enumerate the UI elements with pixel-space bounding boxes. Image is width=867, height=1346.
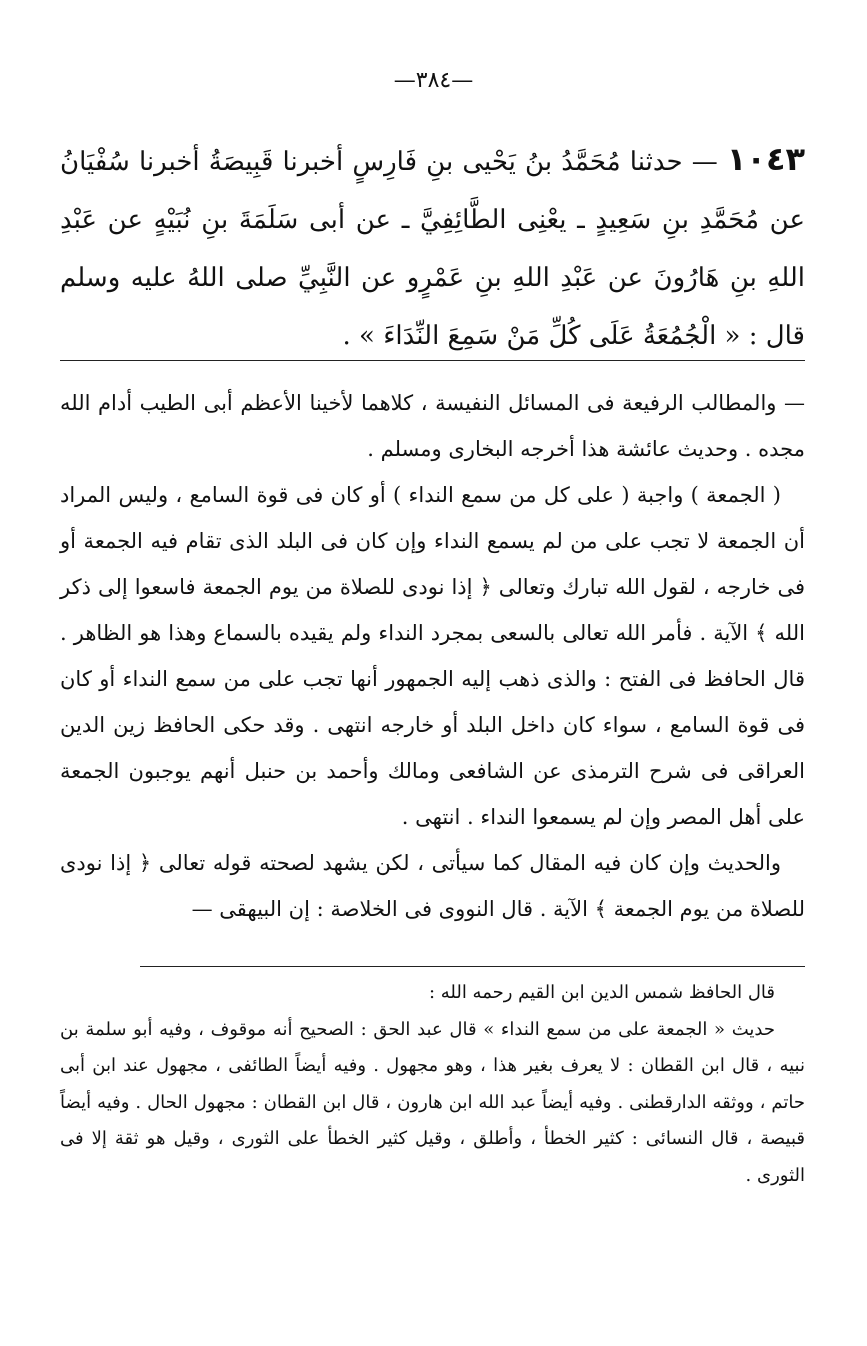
commentary-paragraph-3: والحديث وإن كان فيه المقال كما سيأتى ، لكن يشهد لصحته قوله تعالى ﴿ إذا نودى للصلاة من يوم الجمعة ﴾ الآية . قال النووى فى الخلاصة : إن البيهقى — [60,851,805,921]
hadith-text [60,130,805,365]
page-number: —٣٨٤— [393,68,474,93]
footnote-notes [60,975,805,1194]
commentary [60,380,805,932]
commentary-paragraph-1: — والمطالب الرفيعة فى المسائل النفيسة ، كلاهما لأخينا الأعظم أبى الطيب أدام الله مجده . وحديث عائشة هذا أخرجه البخارى ومسلم . [60,391,805,461]
section-divider [60,360,805,361]
commentary-paragraph-2: ( الجمعة ) واجبة ( على كل من سمع النداء ) أو كان فى قوة السامع ، وليس المراد أن الجمعة لا تجب على من لم يسمع النداء وإن كان فى البلد الذى تقام فيه الجمعة أو فى خارجه ، لقول الله تبارك وتعالى ﴿ إذا نودى للصلاة من يوم الجمعة فاسعوا إلى ذكر الله ﴾ الآية . فأمر الله تعالى بالسعى بمجرد النداء ولم يقيده بالسماع وهذا هو الظاهر . قال الحافظ فى الفتح : والذى ذهب إليه الجمهور أنها تجب على من سمع النداء أو كان فى قوة السامع ، سواء كان داخل البلد أو خارجه انتهى . وقد حكى الحافظ زين الدين العراقى فى شرح الترمذى عن الشافعى ومالك وأحمد بن حنبل أنهم يوجبون الجمعة على أهل المصر وإن لم يسمعوا النداء . انتهى . [60,483,805,829]
footnote-divider [140,966,805,967]
notes-heading: قال الحافظ شمس الدين ابن القيم رحمه الله : [428,982,775,1003]
hadith-number: ١٠٤٣ [726,140,805,178]
notes-body: حديث « الجمعة على من سمع النداء » قال عبد الحق : الصحيح أنه موقوف ، وفيه أبو سلمة بن نبيه ، قال ابن القطان : لا يعرف بغير هذا ، وهو مجهول . وفيه أيضاً الطائفى ، مجهول عند ابن أبى حاتم ، ووثقه الدارقطنى . وفيه أيضاً عبد الله ابن هارون ، قال ابن القطان : مجهول الحال . وفيه أيضاً قبيصة ، قال النسائى : كثير الخطأ ، وأطلق ، وقيل كثير الخطأ على الثورى ، وقيل هو ثقة إلا فى الثورى . [60,1018,805,1186]
hadith-body: — حدثنا مُحَمَّدُ بنُ يَحْيى بنِ فَارِسٍ أخبرنا قَبِيصَةُ أخبرنا سُفْيَانُ عن مُحَمَّدِ بنِ سَعِيدٍ ـ يعْنِى الطَّائِفِيَّ ـ عن أبى سَلَمَةَ بنِ نُبَيْهٍ عن عَبْدِ اللهِ بنِ هَارُونَ عن عَبْدِ اللهِ بنِ عَمْرٍو عن النَّبِيِّ صلى اللهُ عليه وسلم قال : « الْجُمُعَةُ عَلَى كُلِّ مَنْ سَمِعَ النِّدَاءَ » . [60,147,805,351]
